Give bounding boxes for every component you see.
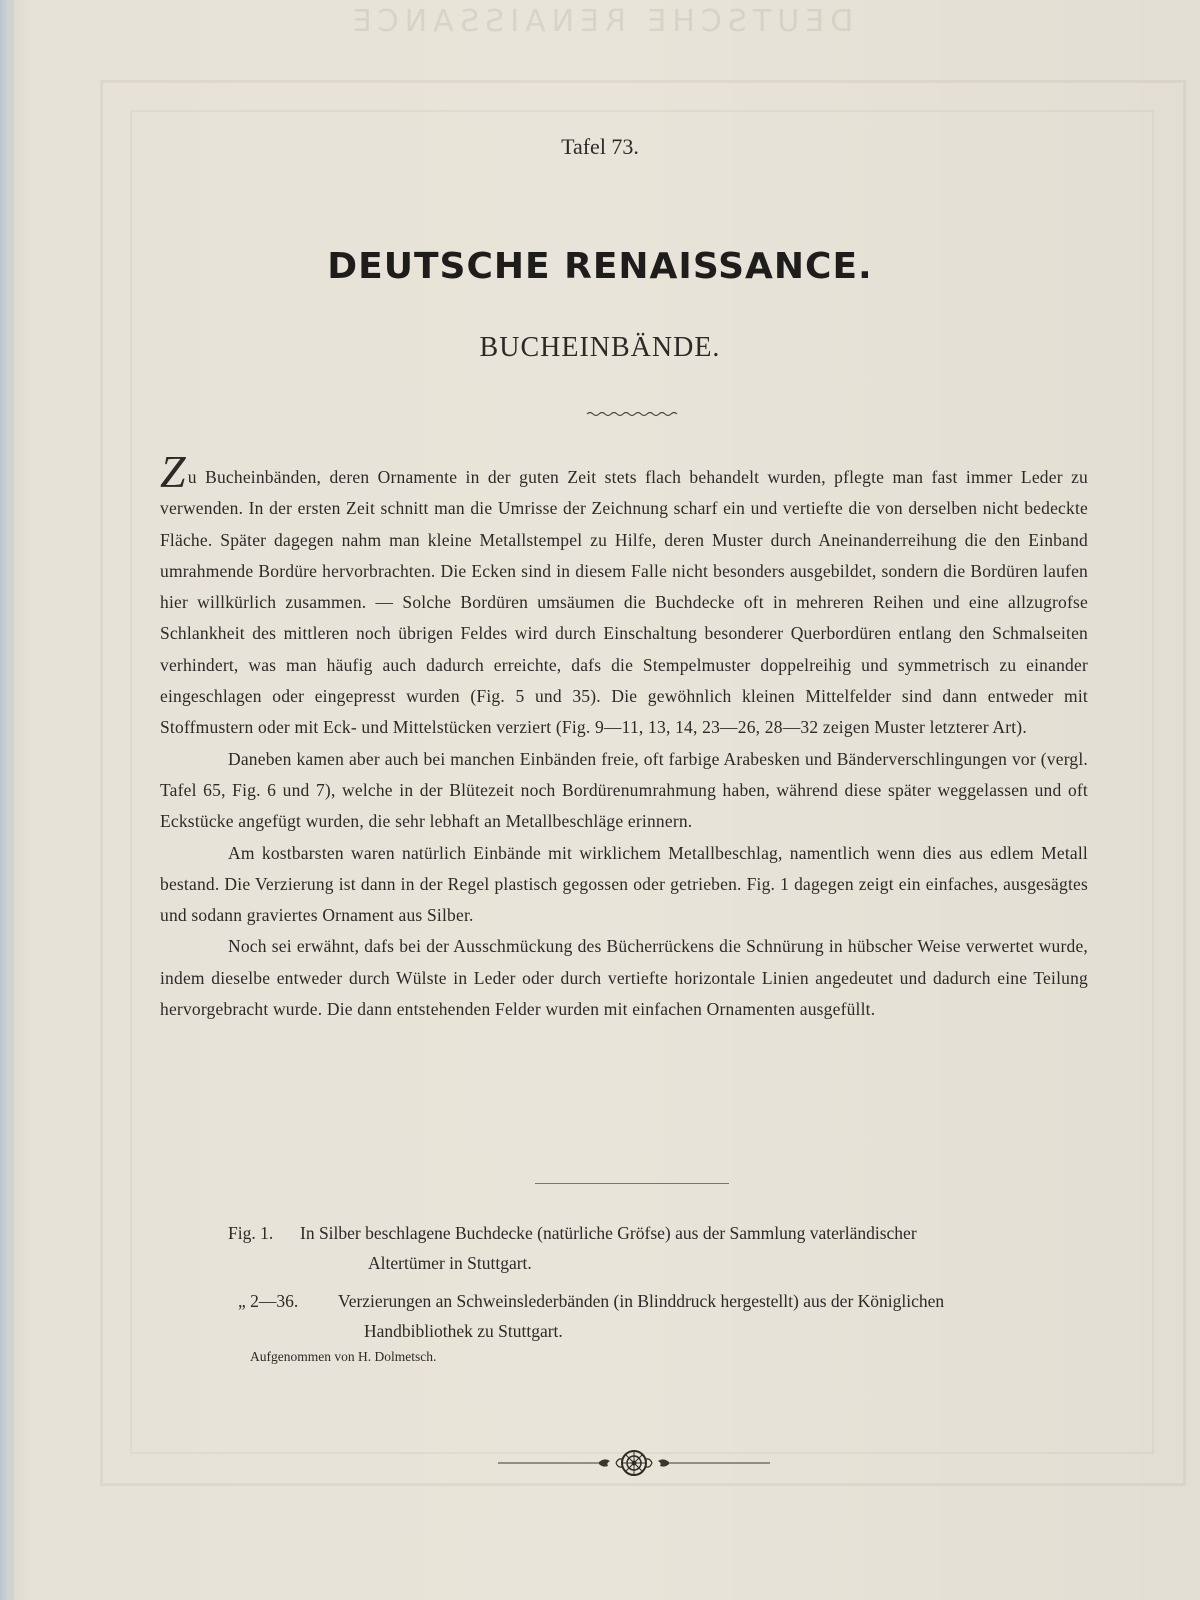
paragraph-2: Daneben kamen aber auch bei manchen Einbänden freie, oft farbige Arabesken und Bänderverschlingungen vor (vergl. Tafel 65, Fig. 6 und 7), welche in der Blütezeit noch Bordürenumrahmung haben, während diese später weggelassen und oft Eckstücke angefügt wurden, die sehr lebhaft an Metallbeschläge erinnern.	[160, 748, 1088, 832]
photo-credit: Aufgenommen von H. Dolmetsch.	[250, 1349, 437, 1364]
figure-caption-text: In Silber beschlagene Buchdecke (natürliche Gröfse) aus der Sammlung vaterländischer	[300, 1223, 917, 1243]
figure-text	[338, 1286, 1118, 1346]
show-through-heading: DEUTSCHE RENAISSANCE	[346, 4, 854, 39]
figure-caption-continuation: Altertümer in Stuttgart.	[368, 1253, 532, 1273]
paragraph-3: Am kostbarsten waren natürlich Einbände mit wirklichem Metallbeschlag, namentlich wenn dies aus edlem Metall bestand. Die Verzierung ist dann in der Regel plastisch gegossen oder getrieben. Fig. 1 dagegen zeigt ein einfaches, ausgesägtes und sodann graviertes Ornament aus Silber.	[160, 842, 1088, 926]
squiggle-ornament-icon	[585, 410, 681, 418]
figure-caption	[228, 1218, 1118, 1278]
plate-number: Tafel 73.	[561, 134, 639, 159]
figure-text	[300, 1218, 1118, 1278]
body-text	[160, 446, 1088, 1025]
figure-captions	[228, 1218, 1118, 1346]
page-subtitle: BUCHEINBÄNDE.	[479, 332, 721, 363]
page-edge	[0, 0, 14, 1600]
section-divider	[535, 1183, 729, 1184]
figure-caption	[228, 1286, 1118, 1346]
figure-caption-text: Verzierungen an Schweinslederbänden (in Blinddruck hergestellt) aus der Königlichen	[338, 1291, 945, 1311]
figure-caption-continuation: Handbibliothek zu Stuttgart.	[364, 1321, 563, 1341]
figure-number: „ 2—36.	[238, 1291, 299, 1311]
paragraph-1-text: u Bucheinbänden, deren Ornamente in der guten Zeit stets flach behandelt wurden, pflegte man fast immer Leder zu verwenden. In der ersten Zeit schnitt man die Umrisse der Zeichnung scharf ein und vertiefte die von derselben nicht bedeckte Fläche. Später dagegen nahm man kleine Metallstempel zu Hilfe, deren Muster durch Aneinanderreihung die den Einband umrahmende Bordüre hervorbrachten. Die Ecken sind in diesem Falle nicht besonders ausgebildet, sondern die Bordüren laufen hier willkürlich zusammen. — Solche Bordüren umsäumen die Buchdecke oft in mehreren Reihen und eine allzugrofse Schlankheit des mittleren noch übrigen Feldes wird durch Einschaltung besonderer Querbordüren entlang den Schmalseiten verhindert, was man häufig auch dadurch erreichte, dafs die Stempelmuster doppelreihig und symmetrisch zu einander eingeschlagen oder eingepresst wurden (Fig. 5 und 35). Die gewöhnlich kleinen Mittelfelder sind dann entweder mit Stoffmustern oder mit Eck- und Mittelstücken verziert (Fig. 9—11, 13, 14, 23—26, 28—32 zeigen Muster letzterer Art).	[160, 467, 1088, 738]
drop-cap: Z	[160, 446, 186, 497]
figure-number: Fig. 1.	[228, 1223, 274, 1243]
page-title: DEUTSCHE RENAISSANCE.	[327, 246, 873, 287]
rosette-ornament-icon	[498, 1448, 770, 1478]
paragraph-1	[160, 446, 1088, 744]
paragraph-4: Noch sei erwähnt, dafs bei der Ausschmückung des Bücherrückens die Schnürung in hübscher Weise verwertet wurde, indem dieselbe entweder durch Wülste in Leder oder durch vertiefte horizontale Linien angedeutet und dadurch eine Teilung hervorgebracht wurde. Die dann entstehenden Felder wurden mit einfachen Ornamenten ausgefüllt.	[160, 936, 1088, 1020]
